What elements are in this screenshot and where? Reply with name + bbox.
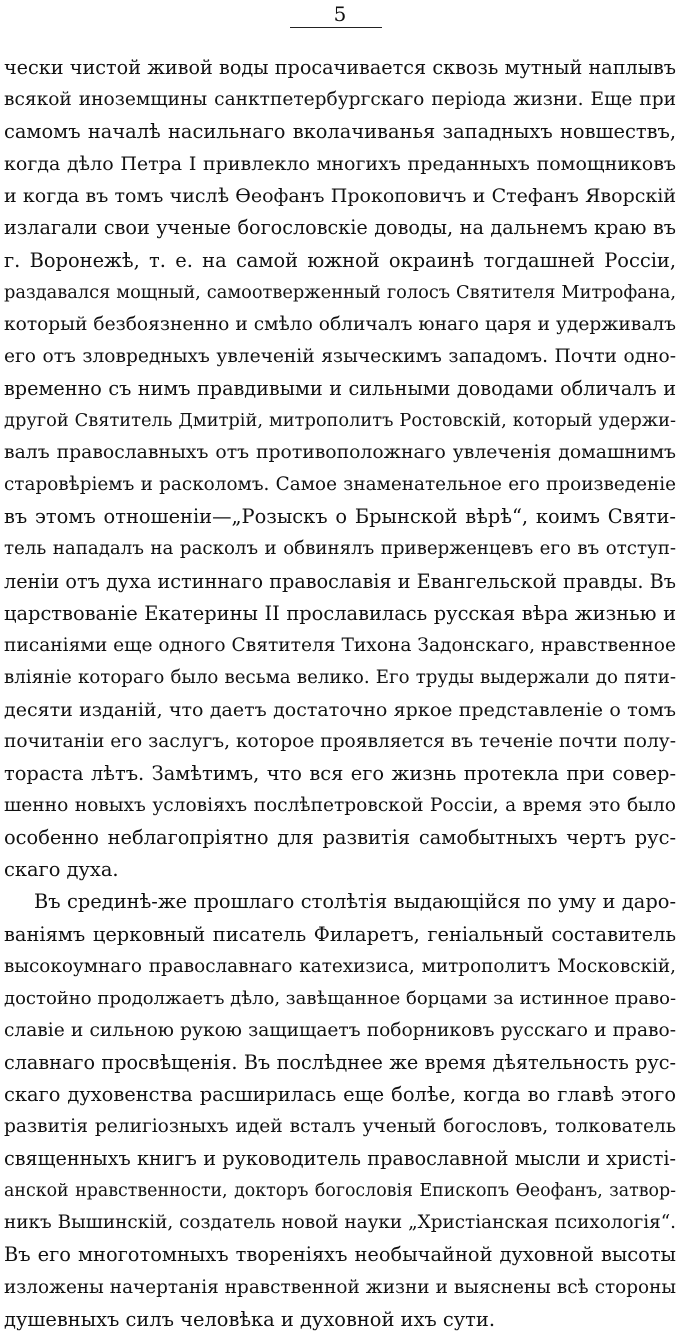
text-line: старовѣріемъ и расколомъ. Самое знаменательное его произведеніе [4, 474, 676, 496]
body-text [4, 52, 676, 1336]
text-line: когда дѣло Петра I привлекло многихъ преданныхъ помощниковъ [4, 153, 676, 176]
text-line: скаго духовенства расширилась еще болѣе, когда во главѣ этого [4, 1083, 676, 1106]
text-line: Въ срединѣ-же прошлаго столѣтія выдающійся по уму и даро- [34, 890, 676, 914]
page-number: 5 [333, 2, 347, 26]
paragraph [4, 52, 676, 886]
text-line: почитаніи его заслугъ, которое проявляется въ теченіе почти полу- [4, 730, 676, 752]
text-line: тораста лѣтъ. Замѣтимъ, что вся его жизнь протекла при совер- [4, 762, 676, 786]
text-line: въ этомъ отношеніи—„Розыскъ о Брынской вѣрѣ“, коимъ Святи- [4, 505, 676, 529]
text-line: царствованіе Екатерины II прославилась русская вѣра жизнью и [4, 601, 676, 625]
text-line: никъ Вышинскій, создатель новой науки „Христіанская психологія“. [4, 1212, 676, 1234]
text-line: развитія религіозныхъ идей всталъ ученый богословъ, толкователь [4, 1116, 676, 1138]
text-line: излагали свои ученые богословскіе доводы, на дальнемъ краю въ [4, 216, 676, 240]
text-line: раздавался мощный, самоотверженный голосъ Святителя Митрофана, [4, 281, 676, 303]
text-line: г. Воронежѣ, т. е. на самой южной окраинѣ тогдашней Россіи, [4, 248, 676, 272]
text-line: скаго духа. [4, 858, 119, 882]
text-line: изложены начертанія нравственной жизни и выяснены всѣ стороны [4, 1276, 676, 1298]
text-line: анской нравственности, докторъ богословія Епископъ Ѳеофанъ, затвор- [4, 1181, 676, 1202]
text-line: чески чистой живой воды просачивается сквозь мутный наплывъ [4, 56, 676, 79]
text-line: славнаго просвѣщенія. Въ послѣднее же время дѣятельность рус- [4, 1050, 676, 1074]
text-line: и когда въ томъ числѣ Ѳеофанъ Прокоповичъ и Стефанъ Яворскій [4, 185, 676, 208]
text-line: достойно продолжаетъ дѣло, завѣщанное борцами за истинное право- [4, 987, 676, 1009]
text-line: высокоумнаго православнаго катехизиса, митрополитъ Московскій, [4, 955, 676, 977]
text-line: писаніями еще одного Святителя Тихона Задонскаго, нравственное [4, 634, 676, 656]
text-line: вліяніе котораго было весьма велико. Его труды выдержали до пяти- [4, 666, 676, 688]
text-line: ваніямъ церковный писатель Филаретъ, геніальный составитель [4, 922, 676, 946]
text-line: славіе и сильною рукою защищаетъ поборниковъ русскаго и право- [4, 1019, 676, 1041]
text-line: самомъ началѣ насильнаго вколачиванья западныхъ новшествъ, [4, 120, 676, 144]
text-line: особенно неблагопріятно для развитія самобытныхъ чертъ рус- [4, 826, 676, 850]
header-rule [290, 27, 382, 28]
text-line: десяти изданій, что даетъ достаточно яркое представленіе о томъ [4, 698, 676, 721]
text-line: валъ православныхъ отъ противоположнаго увлеченія домашнимъ [4, 442, 676, 464]
text-line: Въ его многотомныхъ твореніяхъ необычайной духовной высоты [4, 1243, 676, 1267]
text-line: тель нападалъ на расколъ и обвинялъ приверженцевъ его въ отступ- [4, 538, 676, 560]
text-line: душевныхъ силъ человѣка и духовной ихъ сути. [4, 1307, 495, 1331]
text-line: временно съ нимъ правдивыми и сильными доводами обличалъ и [4, 376, 676, 400]
paragraph [4, 886, 676, 1335]
text-line: шенно новыхъ условіяхъ послѣпетровской Россіи, а время это было [4, 795, 676, 817]
text-line: всякой иноземщины санктпетербургскаго періода жизни. Еще при [4, 89, 676, 111]
text-line: леніи отъ духа истиннаго православія и Евангельской правды. Въ [4, 569, 676, 593]
text-line: другой Святитель Дмитрій, митрополитъ Ростовскій, который удержи- [4, 410, 676, 432]
text-line: священныхъ книгъ и руководитель православной мысли и христі- [4, 1147, 676, 1171]
text-line: который безбоязненно и смѣло обличалъ юнаго царя и удерживалъ [4, 313, 676, 335]
text-line: его отъ зловредныхъ увлеченій языческимъ западомъ. Почти одно- [4, 345, 676, 367]
